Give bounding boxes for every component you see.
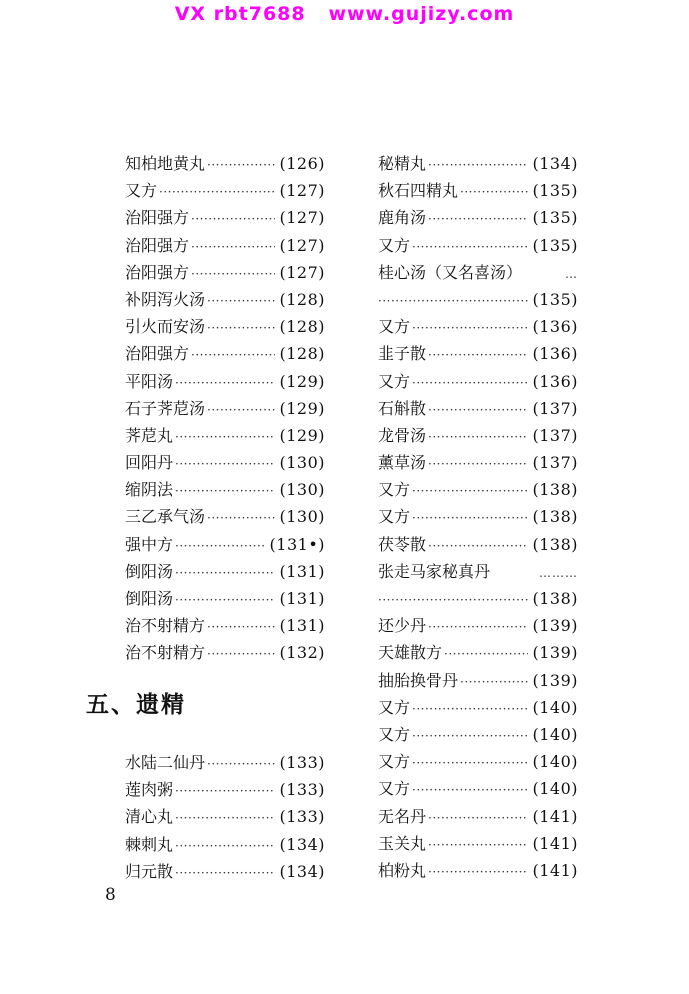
watermark-text: VX rbt7688 www.gujizy.com <box>174 3 515 25</box>
leader-dots <box>460 179 528 206</box>
toc-entry-continuation <box>378 286 578 313</box>
toc-entry <box>125 503 325 530</box>
toc-entry <box>378 150 578 177</box>
entry-page: (127) <box>279 235 325 255</box>
leader-dots <box>412 370 528 397</box>
entry-name: 张走马家秘真丹 <box>378 561 491 581</box>
leader-dots <box>175 424 275 451</box>
entry-name: 莲肉粥 <box>125 780 174 800</box>
entry-name: 桂心汤（又名喜汤） <box>378 262 523 282</box>
leader-dots <box>175 451 275 478</box>
entry-name: 又方 <box>378 697 411 717</box>
leader-dots <box>428 533 528 560</box>
entry-page: (128) <box>279 344 325 364</box>
entry-page: (128) <box>279 317 325 337</box>
leader-dots <box>428 832 528 859</box>
toc-entry <box>378 803 578 830</box>
entry-name: 治阳强方 <box>125 344 190 364</box>
leader-dots <box>207 397 275 424</box>
leader-dots <box>175 587 275 614</box>
toc-entry <box>125 831 325 858</box>
entry-page: (140) <box>532 752 578 772</box>
toc-entry <box>378 531 578 558</box>
toc-entry-wrapped <box>378 558 578 585</box>
toc-entry <box>378 313 578 340</box>
leader-dots <box>191 206 275 233</box>
entry-name: 龙骨汤 <box>378 425 427 445</box>
toc-entry <box>125 340 325 367</box>
leader-dots <box>412 234 528 261</box>
leader-dots <box>207 751 275 778</box>
entry-page: (135) <box>532 289 578 309</box>
entry-name: 荠苨丸 <box>125 425 174 445</box>
leader-dots <box>428 342 528 369</box>
toc-entry <box>378 694 578 721</box>
entry-page: (127) <box>279 208 325 228</box>
section-heading: 五、遗精 <box>86 692 186 718</box>
entry-page: (137) <box>532 425 578 445</box>
leader-dots <box>378 587 528 614</box>
leader-dots <box>175 560 275 587</box>
entry-name: 韭子散 <box>378 344 427 364</box>
entry-name: 石斛散 <box>378 398 427 418</box>
entry-page: (133) <box>279 780 325 800</box>
entry-name: 又方 <box>378 371 411 391</box>
toc-entry <box>125 803 325 830</box>
toc-entry <box>378 639 578 666</box>
entry-name: 归元散 <box>125 861 174 881</box>
leader-dots <box>428 805 528 832</box>
entry-page: (139) <box>532 616 578 636</box>
toc-entry <box>125 177 325 204</box>
leader-dots <box>175 370 275 397</box>
toc-entry <box>125 313 325 340</box>
entry-page: (141) <box>532 833 578 853</box>
entry-page: (139) <box>532 643 578 663</box>
entry-name: 强中方 <box>125 534 174 554</box>
entry-page: (131) <box>279 616 325 636</box>
entry-name: 清心丸 <box>125 807 174 827</box>
toc-entry <box>125 150 325 177</box>
toc-entry <box>378 667 578 694</box>
toc-entry <box>125 395 325 422</box>
entry-name: 治不射精方 <box>125 643 206 663</box>
toc-entry <box>125 204 325 231</box>
entry-name: 棘刺丸 <box>125 834 174 854</box>
toc-entry <box>125 259 325 286</box>
leader-dots <box>207 152 275 179</box>
entry-name: 又方 <box>378 724 411 744</box>
entry-page: (127) <box>279 262 325 282</box>
entry-name: 薰草汤 <box>378 453 427 473</box>
entry-page: (137) <box>532 453 578 473</box>
leader-dots <box>175 805 275 832</box>
entry-name: 又方 <box>125 181 158 201</box>
toc-entry <box>378 503 578 530</box>
entry-name: 石子荠苨汤 <box>125 398 206 418</box>
leader-dots <box>159 179 275 206</box>
entry-page: (133) <box>279 753 325 772</box>
entry-name: 又方 <box>378 235 411 255</box>
entry-page: (140) <box>532 697 578 717</box>
entry-page: (138) <box>532 507 578 527</box>
entry-name: 倒阳汤 <box>125 589 174 608</box>
leader-dots <box>175 860 275 887</box>
leader-dots <box>207 315 275 342</box>
toc-entry <box>378 857 578 884</box>
leader-dots <box>175 778 275 805</box>
toc-entry <box>378 177 578 204</box>
page-number: 8 <box>105 885 116 905</box>
entry-page: (135) <box>532 235 578 255</box>
entry-page: (135) <box>532 208 578 228</box>
entry-name: 治阳强方 <box>125 235 190 255</box>
leader-dots-tail: ……… <box>539 565 578 580</box>
entry-page: (129) <box>279 371 325 391</box>
leader-dots <box>428 206 528 233</box>
toc-entry <box>125 585 325 612</box>
entry-page: (129) <box>279 398 325 418</box>
entry-name: 玉关丸 <box>378 833 427 853</box>
entry-name: 又方 <box>378 752 411 772</box>
entry-name: 治阳强方 <box>125 262 190 282</box>
toc-entry <box>125 531 325 558</box>
toc-entry <box>378 748 578 775</box>
entry-page: (127) <box>279 181 325 201</box>
toc-entry-wrapped <box>378 259 578 286</box>
leader-dots <box>412 505 528 532</box>
entry-page: (136) <box>532 344 578 364</box>
leader-dots <box>175 478 275 505</box>
entry-name: 秘精丸 <box>378 154 427 173</box>
entry-page: (134) <box>279 861 325 881</box>
leader-dots <box>412 478 528 505</box>
leader-dots <box>428 614 528 641</box>
entry-name: 又方 <box>378 480 411 500</box>
toc-right-column <box>378 150 578 884</box>
entry-page: (130) <box>279 507 325 527</box>
toc-entry <box>378 422 578 449</box>
entry-name: 水陆二仙丹 <box>125 753 206 772</box>
entry-name: 柏粉丸 <box>378 860 427 880</box>
entry-page: (140) <box>532 724 578 744</box>
entry-page: (137) <box>532 398 578 418</box>
toc-entry <box>378 204 578 231</box>
leader-dots <box>207 505 275 532</box>
leader-dots <box>207 641 275 668</box>
leader-dots <box>428 424 528 451</box>
toc-entry <box>125 749 325 776</box>
toc-entry <box>125 286 325 313</box>
entry-name: 三乙承气汤 <box>125 507 206 527</box>
entry-page: (135) <box>532 181 578 201</box>
leader-dots <box>175 833 275 860</box>
entry-name: 无名丹 <box>378 806 427 826</box>
entry-name: 又方 <box>378 317 411 337</box>
entry-page: (139) <box>532 670 578 690</box>
leader-dots <box>191 234 275 261</box>
toc-entry <box>378 395 578 422</box>
leader-dots <box>412 315 528 342</box>
entry-page: (131) <box>279 561 325 581</box>
entry-page: (138) <box>532 534 578 554</box>
toc-entry <box>125 476 325 503</box>
toc-entry <box>125 449 325 476</box>
toc-entry <box>125 639 325 666</box>
entry-name: 引火而安汤 <box>125 317 206 337</box>
entry-page: (134) <box>279 834 325 854</box>
entry-name: 又方 <box>378 507 411 527</box>
entry-name: 平阳汤 <box>125 371 174 391</box>
toc-entry <box>378 449 578 476</box>
toc-entry <box>125 232 325 259</box>
entry-name: 又方 <box>378 779 411 799</box>
entry-name: 补阴泻火汤 <box>125 289 206 309</box>
toc-entry <box>125 612 325 639</box>
leader-dots <box>191 342 275 369</box>
toc-entry-continuation <box>378 585 578 612</box>
leader-dots <box>460 669 528 696</box>
entry-page: (138) <box>532 480 578 500</box>
entry-name: 鹿角汤 <box>378 208 427 228</box>
toc-entry <box>378 340 578 367</box>
entry-page: (128) <box>279 289 325 309</box>
leader-dots <box>175 533 266 560</box>
entry-page: (141) <box>532 860 578 880</box>
entry-name: 治阳强方 <box>125 208 190 228</box>
leader-dots <box>191 261 275 288</box>
leader-dots <box>412 750 528 777</box>
toc-entry <box>125 368 325 395</box>
entry-page: (133) <box>279 807 325 827</box>
entry-name: 治不射精方 <box>125 616 206 636</box>
entry-name: 天雄散方 <box>378 643 443 663</box>
leader-dots <box>428 152 528 179</box>
leader-dots <box>412 723 528 750</box>
toc-left-column <box>125 150 325 667</box>
entry-page: (134) <box>532 154 578 173</box>
toc-entry <box>125 776 325 803</box>
leader-dots-tail: … <box>565 266 578 281</box>
entry-page: (131) <box>279 589 325 608</box>
entry-name: 还少丹 <box>378 616 427 636</box>
entry-page: (132) <box>279 643 325 663</box>
entry-name: 知柏地黄丸 <box>125 154 206 173</box>
toc-entry <box>378 368 578 395</box>
entry-page: (138) <box>532 589 578 608</box>
toc-entry <box>378 775 578 802</box>
leader-dots <box>428 859 528 886</box>
entry-name: 茯苓散 <box>378 534 427 554</box>
entry-page: (140) <box>532 779 578 799</box>
toc-entry <box>378 232 578 259</box>
entry-page: (126) <box>279 154 325 173</box>
leader-dots <box>207 614 275 641</box>
toc-entry <box>378 721 578 748</box>
entry-name: 回阳丹 <box>125 453 174 473</box>
entry-page: (136) <box>532 317 578 337</box>
entry-name: 缩阴法 <box>125 480 174 500</box>
toc-entry <box>378 612 578 639</box>
leader-dots <box>378 288 528 315</box>
leader-dots <box>207 288 275 315</box>
entry-page: (136) <box>532 371 578 391</box>
toc-entry <box>125 422 325 449</box>
leader-dots <box>412 777 528 804</box>
entry-name: 抽胎换骨丹 <box>378 670 459 690</box>
toc-entry <box>378 830 578 857</box>
leader-dots <box>428 451 528 478</box>
entry-name: 倒阳汤 <box>125 561 174 581</box>
entry-page: (131•) <box>269 534 325 554</box>
leader-dots <box>412 696 528 723</box>
toc-left-column-section <box>125 749 325 885</box>
toc-entry <box>125 858 325 885</box>
leader-dots <box>428 397 528 424</box>
entry-page: (141) <box>532 806 578 826</box>
entry-page: (129) <box>279 425 325 445</box>
toc-entry <box>125 558 325 585</box>
toc-entry <box>378 476 578 503</box>
entry-page: (130) <box>279 480 325 500</box>
entry-page: (130) <box>279 453 325 473</box>
entry-name: 秋石四精丸 <box>378 181 459 201</box>
leader-dots <box>444 641 528 668</box>
